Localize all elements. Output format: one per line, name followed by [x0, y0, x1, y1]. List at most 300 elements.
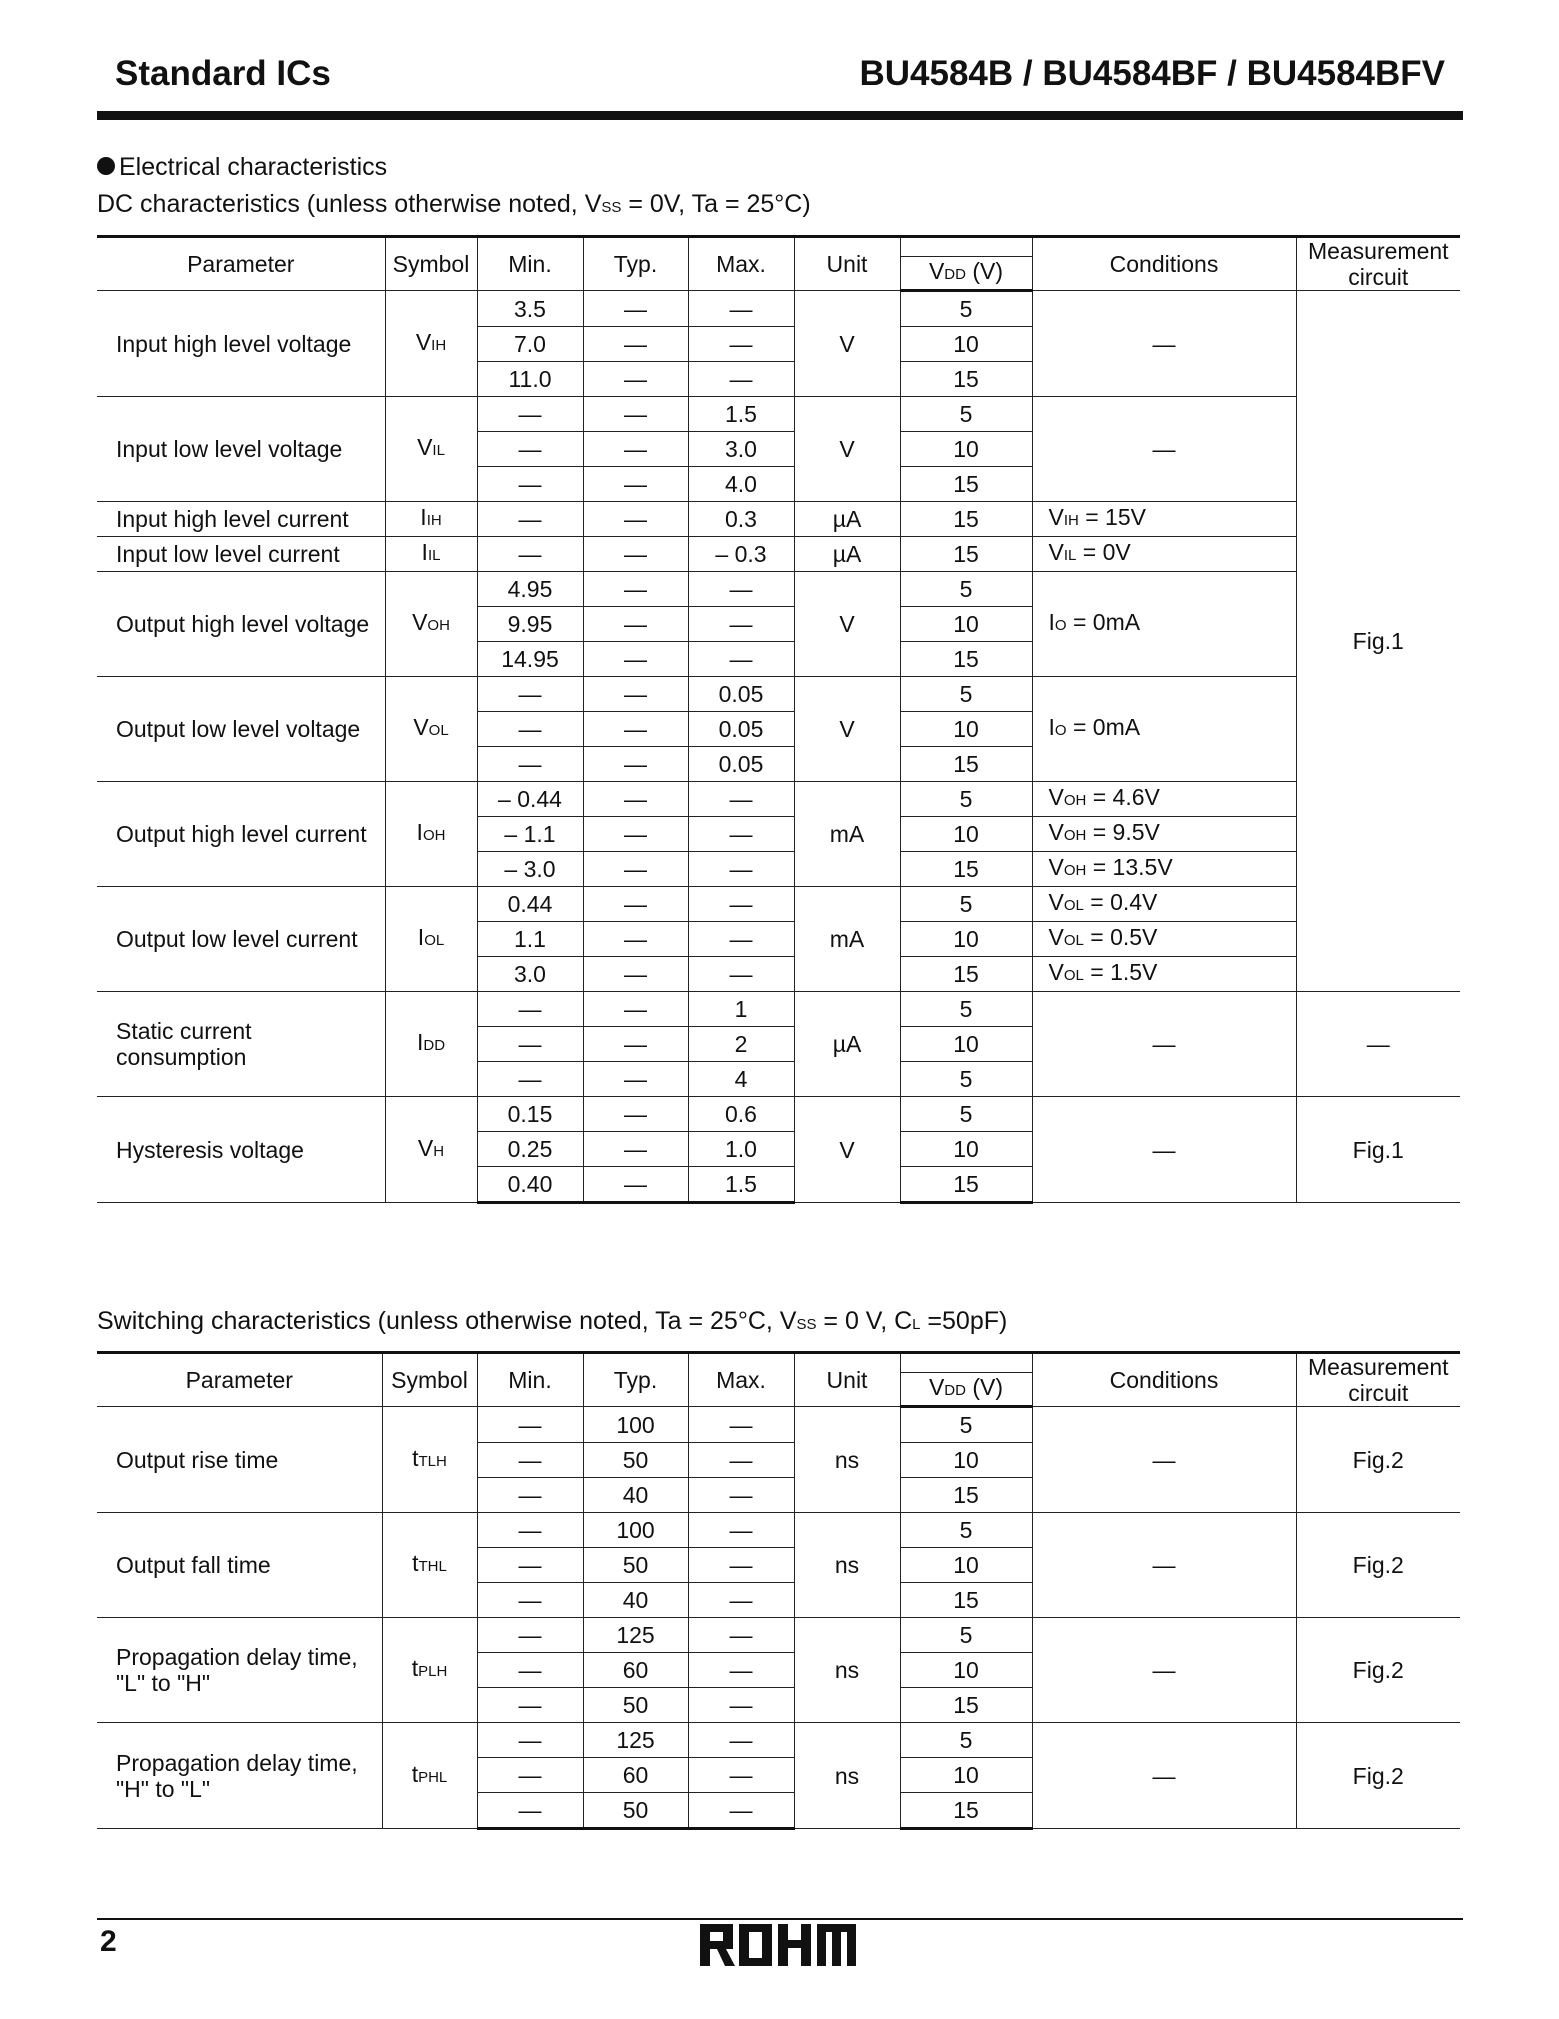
col-vdd-post: (V)	[965, 258, 1004, 284]
parameter-name	[97, 1513, 382, 1618]
typ-value: —	[583, 677, 688, 712]
table-row	[97, 291, 1460, 327]
col-vdd	[900, 1373, 1032, 1407]
symbol-main: I	[417, 924, 425, 950]
parameter-line: Output low level current	[116, 926, 358, 952]
col-symbol: Symbol	[382, 1353, 477, 1407]
table-row	[97, 887, 1460, 922]
typ-value: —	[583, 782, 688, 817]
header-category: Standard ICs	[115, 54, 331, 93]
typ-value: —	[583, 362, 688, 397]
parameter-line: Output low level voltage	[116, 716, 361, 742]
symbol	[385, 677, 477, 782]
symbol-subscript: H	[433, 1142, 445, 1160]
unit: ns	[794, 1618, 900, 1723]
symbol	[385, 502, 477, 537]
min-value: —	[477, 1688, 583, 1723]
vdd-value: 15	[900, 1478, 1032, 1513]
typ-value: —	[583, 922, 688, 957]
condition-subscript: OL	[1063, 897, 1084, 914]
condition-value: = 13.5V	[1086, 854, 1173, 880]
unit: ns	[794, 1723, 900, 1829]
table-row	[97, 782, 1460, 817]
table-row	[97, 677, 1460, 712]
min-value: —	[477, 397, 583, 432]
min-value: —	[477, 712, 583, 747]
symbol-subscript: THL	[418, 1558, 447, 1575]
condition-main: V	[1048, 959, 1064, 985]
sw-caption	[97, 1307, 1007, 1336]
unit: mA	[794, 782, 900, 887]
col-vdd-spacer	[900, 1353, 1032, 1373]
max-value: 2	[688, 1027, 794, 1062]
vdd-value: 10	[900, 1758, 1032, 1793]
max-value: —	[688, 1583, 794, 1618]
vdd-value: 10	[900, 607, 1032, 642]
parameter-line: Input high level voltage	[116, 330, 352, 357]
sw-caption-sub2: L	[912, 1316, 921, 1333]
symbol-subscript: OH	[427, 617, 450, 634]
symbol-main: t	[412, 1444, 419, 1471]
vdd-value: 10	[900, 1653, 1032, 1688]
condition: —	[1032, 1618, 1296, 1723]
max-value: —	[688, 852, 794, 887]
parameter-line: Propagation delay time,	[116, 1644, 358, 1670]
condition: —	[1032, 1723, 1296, 1829]
min-value: 1.1	[477, 922, 583, 957]
vdd-value: 15	[900, 852, 1032, 887]
condition-value: = 1.5V	[1083, 959, 1158, 985]
vdd-value: 5	[900, 1618, 1032, 1653]
max-value: 4.0	[688, 467, 794, 502]
typ-value: —	[583, 642, 688, 677]
unit: ns	[794, 1513, 900, 1618]
measurement-circuit: Fig.2	[1296, 1618, 1460, 1723]
parameter-line: Static current	[116, 1018, 252, 1044]
symbol-subscript: IH	[431, 336, 447, 354]
min-value: —	[477, 1548, 583, 1583]
typ-value: —	[583, 537, 688, 572]
typ-value: —	[583, 467, 688, 502]
col-unit: Unit	[794, 237, 900, 291]
sw-table-header	[97, 1353, 1460, 1407]
parameter-line: "H" to "L"	[116, 1775, 211, 1802]
vdd-value: 5	[900, 1407, 1032, 1443]
symbol-main: V	[415, 328, 432, 355]
condition-subscript: OH	[1063, 862, 1087, 879]
condition: —	[1032, 992, 1296, 1097]
parameter-name	[97, 1618, 382, 1723]
symbol	[382, 1407, 477, 1513]
measurement-circuit: Fig.2	[1296, 1513, 1460, 1618]
symbol-main: V	[417, 1134, 434, 1161]
condition-main: V	[1048, 854, 1064, 880]
symbol-main: I	[416, 819, 423, 845]
vdd-value: 15	[900, 1583, 1032, 1618]
min-value: – 3.0	[477, 852, 583, 887]
table-row	[97, 1618, 1460, 1653]
min-value: 0.15	[477, 1097, 583, 1132]
max-value: 0.05	[688, 677, 794, 712]
typ-value: —	[583, 607, 688, 642]
typ-value: —	[583, 852, 688, 887]
condition-value: = 0.4V	[1083, 889, 1158, 915]
header-part-numbers: BU4584B / BU4584BF / BU4584BFV	[859, 54, 1445, 93]
condition: —	[1032, 1097, 1296, 1203]
condition-subscript: IL	[1063, 547, 1077, 564]
condition-main: V	[1048, 924, 1064, 950]
min-value: 14.95	[477, 642, 583, 677]
dc-caption-text: DC characteristics (unless otherwise noted, V	[97, 190, 602, 218]
table-row	[97, 537, 1460, 572]
max-value: —	[688, 572, 794, 607]
condition-subscript: OL	[1063, 932, 1084, 949]
col-parameter: Parameter	[97, 237, 385, 291]
symbol-main: I	[421, 539, 428, 565]
vdd-value: 5	[900, 1097, 1032, 1132]
symbol-main: t	[412, 1550, 419, 1576]
col-measurement-line2: circuit	[1348, 264, 1409, 290]
parameter-name	[97, 677, 385, 782]
condition	[1032, 502, 1296, 537]
symbol	[385, 572, 477, 677]
symbol-subscript: PLH	[418, 1663, 448, 1680]
min-value: —	[477, 1583, 583, 1618]
min-value: —	[477, 467, 583, 502]
min-value: —	[477, 1513, 583, 1548]
min-value: —	[477, 747, 583, 782]
min-value: —	[477, 432, 583, 467]
col-max: Max.	[688, 237, 794, 291]
col-vdd-main: V	[928, 258, 945, 284]
max-value: —	[688, 1653, 794, 1688]
min-value: —	[477, 1723, 583, 1758]
typ-value: —	[583, 1132, 688, 1167]
typ-value: —	[583, 291, 688, 327]
typ-value: —	[583, 747, 688, 782]
typ-value: 100	[583, 1407, 688, 1443]
parameter-line: Output fall time	[116, 1552, 271, 1578]
col-vdd-main: V	[928, 1374, 945, 1400]
col-unit: Unit	[794, 1353, 900, 1407]
typ-value: —	[583, 817, 688, 852]
symbol	[385, 291, 477, 397]
parameter-name	[97, 992, 385, 1097]
parameter-line: Output rise time	[116, 1446, 279, 1473]
table-row	[97, 502, 1460, 537]
max-value: 1.5	[688, 1167, 794, 1203]
symbol-subscript: OH	[422, 827, 446, 844]
dc-caption-text-end: = 0V, Ta = 25°C)	[621, 190, 811, 218]
symbol-main: V	[413, 714, 429, 740]
max-value: —	[688, 957, 794, 992]
sw-caption-text-mid: = 0 V, C	[816, 1307, 913, 1335]
symbol-main: t	[411, 1760, 419, 1787]
typ-value: —	[583, 1097, 688, 1132]
condition-main: V	[1048, 539, 1064, 565]
min-value: 11.0	[477, 362, 583, 397]
vdd-value: 10	[900, 327, 1032, 362]
min-value: —	[477, 1653, 583, 1688]
switching-characteristics-table	[97, 1351, 1460, 1830]
col-measurement	[1296, 1353, 1460, 1407]
vdd-value: 5	[900, 1723, 1032, 1758]
vdd-value: 10	[900, 1548, 1032, 1583]
vdd-value: 15	[900, 362, 1032, 397]
typ-value: —	[583, 327, 688, 362]
col-typ: Typ.	[583, 1353, 688, 1407]
max-value: —	[688, 887, 794, 922]
col-measurement-line1: Measurement	[1307, 1354, 1449, 1380]
col-conditions: Conditions	[1032, 1353, 1296, 1407]
col-conditions: Conditions	[1032, 237, 1296, 291]
vdd-value: 15	[900, 1167, 1032, 1203]
min-value: —	[477, 1478, 583, 1513]
parameter-name	[97, 291, 385, 397]
dc-characteristics-table	[97, 235, 1460, 1204]
parameter-line: Input low level voltage	[116, 436, 343, 462]
col-symbol: Symbol	[385, 237, 477, 291]
max-value: —	[688, 1758, 794, 1793]
max-value: 1	[688, 992, 794, 1027]
vdd-value: 10	[900, 1027, 1032, 1062]
min-value: 0.44	[477, 887, 583, 922]
parameter-line: Hysteresis voltage	[116, 1136, 304, 1163]
parameter-line: Input high level current	[116, 506, 349, 532]
parameter-name	[97, 887, 385, 992]
footer-rule	[97, 1918, 1463, 1920]
sw-caption-text-end: =50pF)	[920, 1307, 1008, 1335]
condition-value: = 0mA	[1066, 609, 1141, 635]
vdd-value: 5	[900, 992, 1032, 1027]
min-value: – 0.44	[477, 782, 583, 817]
min-value: —	[477, 502, 583, 537]
col-measurement-line1: Measurement	[1307, 238, 1449, 264]
parameter-line: Output high level voltage	[116, 611, 370, 637]
max-value: —	[688, 922, 794, 957]
symbol-subscript: IL	[432, 442, 445, 459]
min-value: – 1.1	[477, 817, 583, 852]
col-vdd-sub: DD	[944, 1382, 966, 1399]
col-vdd-spacer	[900, 237, 1032, 257]
max-value: —	[688, 1618, 794, 1653]
vdd-value: 15	[900, 1688, 1032, 1723]
vdd-value: 10	[900, 1443, 1032, 1478]
min-value: 7.0	[477, 327, 583, 362]
parameter-line: Propagation delay time,	[116, 1749, 358, 1776]
typ-value: 125	[583, 1618, 688, 1653]
table-row	[97, 1723, 1460, 1758]
vdd-value: 5	[900, 1062, 1032, 1097]
max-value: —	[688, 1513, 794, 1548]
vdd-value: 15	[900, 502, 1032, 537]
parameter-name	[97, 1723, 382, 1829]
max-value: 4	[688, 1062, 794, 1097]
min-value: —	[477, 1758, 583, 1793]
col-vdd-sub: DD	[944, 266, 966, 283]
symbol-subscript: TLH	[418, 1452, 447, 1470]
symbol-subscript: OL	[428, 722, 449, 739]
page-number: 2	[100, 1925, 117, 1958]
measurement-circuit: Fig.1	[1296, 291, 1460, 992]
condition-subscript: OL	[1063, 967, 1084, 984]
min-value: 9.95	[477, 607, 583, 642]
typ-value: 40	[583, 1478, 688, 1513]
parameter-name	[97, 537, 385, 572]
max-value: —	[688, 1548, 794, 1583]
symbol-main: I	[420, 504, 427, 530]
col-min: Min.	[477, 1353, 583, 1407]
condition-subscript: OH	[1063, 827, 1087, 844]
typ-value: —	[583, 502, 688, 537]
condition-subscript: O	[1054, 617, 1067, 634]
col-vdd-post: (V)	[965, 1374, 1004, 1400]
vdd-value: 10	[900, 922, 1032, 957]
parameter-name	[97, 572, 385, 677]
max-value: 3.0	[688, 432, 794, 467]
typ-value: 50	[583, 1548, 688, 1583]
typ-value: —	[583, 397, 688, 432]
typ-value: —	[583, 1027, 688, 1062]
vdd-value: 15	[900, 467, 1032, 502]
typ-value: —	[583, 572, 688, 607]
typ-value: 50	[583, 1793, 688, 1829]
rohm-logo	[698, 1921, 858, 1969]
condition-subscript: O	[1054, 722, 1067, 739]
table-row	[97, 1097, 1460, 1132]
max-value: —	[688, 1688, 794, 1723]
symbol	[385, 887, 477, 992]
vdd-value: 5	[900, 887, 1032, 922]
condition-main: V	[1048, 504, 1064, 530]
unit: µA	[794, 537, 900, 572]
col-typ: Typ.	[583, 237, 688, 291]
condition-main: V	[1048, 784, 1064, 810]
condition-value: = 4.6V	[1086, 784, 1160, 810]
parameter-name	[97, 782, 385, 887]
typ-value: 50	[583, 1688, 688, 1723]
condition	[1032, 922, 1296, 957]
parameter-line: Output high level current	[116, 821, 367, 847]
typ-value: —	[583, 992, 688, 1027]
table-row	[97, 1513, 1460, 1548]
vdd-value: 5	[900, 1513, 1032, 1548]
parameter-line: "L" to "H"	[116, 1670, 211, 1696]
vdd-value: 5	[900, 291, 1032, 327]
col-measurement-line2: circuit	[1348, 1380, 1409, 1406]
vdd-value: 15	[900, 537, 1032, 572]
symbol-subscript: PHL	[418, 1768, 448, 1786]
sw-caption-sub: SS	[796, 1316, 817, 1333]
unit: V	[794, 677, 900, 782]
vdd-value: 15	[900, 957, 1032, 992]
symbol-main: t	[411, 1655, 419, 1681]
symbol-subscript: OL	[424, 932, 445, 949]
measurement-circuit: Fig.2	[1296, 1723, 1460, 1829]
symbol-subscript: IL	[427, 547, 441, 564]
condition	[1032, 677, 1296, 782]
symbol	[385, 1097, 477, 1203]
unit: V	[794, 1097, 900, 1203]
condition	[1032, 887, 1296, 922]
unit: V	[794, 572, 900, 677]
parameter-name	[97, 502, 385, 537]
condition: —	[1032, 1407, 1296, 1513]
min-value: —	[477, 1618, 583, 1653]
col-parameter: Parameter	[97, 1353, 382, 1407]
col-vdd	[900, 257, 1032, 291]
sw-caption-text: Switching characteristics (unless otherwise noted, Ta = 25°C, V	[97, 1307, 797, 1335]
condition-main: V	[1048, 819, 1064, 845]
parameter-line: consumption	[116, 1044, 247, 1070]
parameter-name	[97, 1097, 385, 1203]
typ-value: —	[583, 957, 688, 992]
unit: mA	[794, 887, 900, 992]
typ-value: 40	[583, 1583, 688, 1618]
typ-value: —	[583, 432, 688, 467]
symbol	[385, 397, 477, 502]
condition	[1032, 852, 1296, 887]
condition	[1032, 817, 1296, 852]
table-row	[97, 397, 1460, 432]
vdd-value: 10	[900, 817, 1032, 852]
vdd-value: 5	[900, 782, 1032, 817]
min-value: 4.95	[477, 572, 583, 607]
parameter-name	[97, 1407, 382, 1513]
dc-caption-sub: SS	[601, 199, 622, 216]
condition: —	[1032, 1513, 1296, 1618]
condition-value: = 0.5V	[1083, 924, 1158, 950]
min-value: —	[477, 1443, 583, 1478]
unit: V	[794, 291, 900, 397]
measurement-circuit: Fig.1	[1296, 1097, 1460, 1203]
symbol	[382, 1513, 477, 1618]
condition-value: = 9.5V	[1086, 819, 1160, 845]
parameter-name	[97, 397, 385, 502]
symbol	[385, 992, 477, 1097]
section-title-text: Electrical characteristics	[119, 153, 388, 181]
condition-main: I	[1048, 714, 1055, 740]
min-value: —	[477, 992, 583, 1027]
bullet-icon	[97, 157, 115, 175]
vdd-value: 15	[900, 1793, 1032, 1829]
col-min: Min.	[477, 237, 583, 291]
typ-value: 50	[583, 1443, 688, 1478]
min-value: —	[477, 1407, 583, 1443]
max-value: —	[688, 1793, 794, 1829]
col-max: Max.	[688, 1353, 794, 1407]
vdd-value: 10	[900, 432, 1032, 467]
typ-value: 100	[583, 1513, 688, 1548]
dc-caption	[97, 190, 811, 219]
parameter-line: Input low level current	[116, 541, 340, 567]
section-title	[97, 153, 387, 182]
col-measurement	[1296, 237, 1460, 291]
max-value: —	[688, 817, 794, 852]
min-value: —	[477, 1062, 583, 1097]
max-value: —	[688, 1407, 794, 1443]
condition	[1032, 572, 1296, 677]
symbol	[382, 1723, 477, 1829]
typ-value: 60	[583, 1653, 688, 1688]
condition: —	[1032, 397, 1296, 502]
condition: —	[1032, 291, 1296, 397]
table-row	[97, 572, 1460, 607]
symbol	[382, 1618, 477, 1723]
typ-value: —	[583, 712, 688, 747]
max-value: —	[688, 642, 794, 677]
typ-value: —	[583, 1062, 688, 1097]
